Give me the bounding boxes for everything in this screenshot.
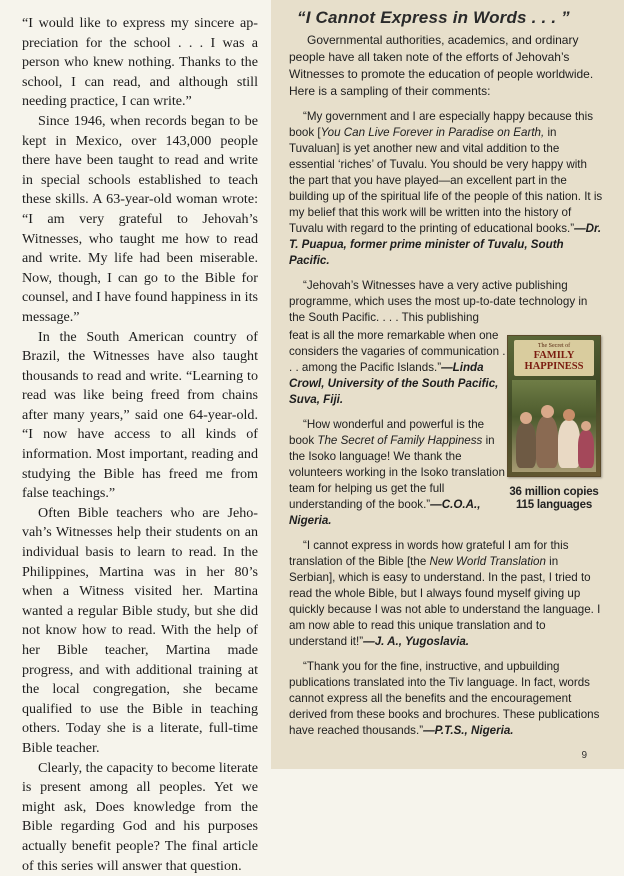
- quote-fiji-continued: [289, 328, 509, 408]
- quote-text: “How wonderful and powerful is the book: [289, 418, 485, 447]
- article-paragraph: In the South American country of Brazil, the Witnesses have also taught thousands to read and write. “Learning to read was like being freed from chains after many years,” said one 64-year-old. “I now have access to all kinds of information. Most important, reading and studying the Bible has freed me from false teachings.”: [22, 328, 258, 502]
- family-member-head: [520, 412, 532, 424]
- quote-citation: —C.O.A., Nigeria.: [289, 498, 481, 527]
- quote-yugoslavia: [289, 538, 603, 650]
- article-paragraph: “I would like to express my sincere appreciation for the school . . . I was a person who knew nothing. Thanks to the school, I can read, and although still needing practice, I can write.”: [22, 15, 258, 110]
- book-caption: [507, 486, 601, 512]
- article-column: [22, 14, 258, 876]
- sidebar-title: “I Cannot Express in Words . . . ”: [297, 8, 570, 27]
- article-paragraph: Clearly, the capacity to become literate is present among all peoples. Yet we might ask, Does knowledge from the Bible regarding God and his purposes actually benefit people? The final article of this series will answer that question.: [22, 759, 258, 874]
- quote-citation: —Dr. T. Puapua, former prime minister of Tuvalu, South Pacific.: [289, 222, 602, 267]
- quote-citation: —Linda Crowl, University of the South Pacific, Suva, Fiji.: [289, 361, 499, 406]
- quote-text: “I cannot express in words how grateful I am for this translation of the Bible [the: [289, 539, 569, 568]
- quote-citation: —J. A., Yugoslavia.: [363, 635, 470, 648]
- family-member-figure: [558, 420, 580, 468]
- book-title-italic: The Secret of Family Happiness: [317, 434, 483, 447]
- quote-text: in the Isoko language! We thank the volunteers working in the Isoko translation team for helping us get the full understanding of the book.”: [289, 434, 505, 511]
- article-paragraph: Since 1946, when records began to be kept in Mexico, over 143,000 people there have been taught to read and write in special schools established to teach these skills. A 63-year-old woman wrote: “I am very grateful to Jehovah’s Witnesses, who taught me how to read and write. My life had been miserable. Now, though, I can go to the Bible for counsel, and I have found happiness in its message.”: [22, 112, 258, 325]
- book-title-line: HAPPINESS: [524, 361, 584, 372]
- quote-citation: —P.T.S., Nigeria.: [423, 724, 514, 737]
- quote-tuvalu: [289, 109, 603, 269]
- copies-count: 36 million copies: [509, 486, 599, 498]
- quote-text: “My government and I are especially happy because this book [: [289, 110, 594, 139]
- book-figure: [507, 335, 601, 512]
- book-subtitle: The Secret of: [537, 343, 571, 349]
- languages-count: 115 languages: [515, 499, 593, 511]
- quotes-sidebar: [271, 0, 624, 769]
- family-member-figure: [516, 422, 536, 468]
- quote-isoko: [289, 417, 509, 529]
- article-paragraph: Often Bible teachers who are Jehovah’s Witnesses help their students on an individual basis to learn to read. In the Philippines, Martina was in her 80’s when a Witness visited her. Martina wanted a regular Bible study, but she did not know how to read. With the help of her Bible teacher, Martina made progress, and with additional training at the local congregation, she became qualified to use the Bible in teaching others. Today she is a literate, full-time Bible teacher.: [22, 504, 258, 756]
- book-title-panel: [514, 340, 594, 376]
- quote-fiji: [289, 278, 603, 326]
- family-member-head: [563, 409, 575, 421]
- book-title-line: FAMILY: [533, 350, 575, 361]
- page-number: 9: [581, 750, 587, 761]
- quote-text: feat is all the more remarkable when one considers the vagaries of communication . . . among the Pacific Islands.”: [289, 329, 506, 374]
- book-cover-image: [507, 335, 601, 477]
- book-title: [514, 350, 594, 372]
- family-member-figure: [578, 430, 594, 468]
- quote-text: “Jehovah’s Witnesses have a very active publishing programme, which uses the most up-to-date technology in the South Pacific. . . . This publishing: [289, 279, 588, 324]
- quote-text: in Serbian], which is easy to understand. In the past, I tried to read the whole Bible, but I always found myself giving up quickly because I was not able to understand the language. I am now able to read this unique translation and to understand it!”: [289, 555, 601, 648]
- book-title-italic: You Can Live Forever in Paradise on Earth,: [320, 126, 545, 139]
- family-member-head: [541, 405, 554, 418]
- quote-text: in Tuvaluan] is yet another new and vital addition to the essential ‘riches’ of Tuvalu. You should be very happy with the part that you have played—an excellent part in the building up of the spiritual life of the people of this nation. It is my belief that this work will be written into the history of Tuvalu with regard to the printing of educational books.”: [289, 126, 603, 235]
- quote-text: “Thank you for the fine, instructive, and upbuilding publications translated into the Tiv language. In fact, words cannot express all the benefits and the encouragement derived from these books and brochures. These publications have reached thousands.”: [289, 660, 600, 737]
- family-member-figure: [536, 416, 558, 468]
- sidebar-intro: Governmental authorities, academics, and ordinary people have all taken note of the efforts of Jehovah’s Witnesses to promote the education of people worldwide. Here is a sampling of their comments:: [289, 33, 594, 98]
- family-photo-illustration: [512, 380, 596, 472]
- book-title-italic: New World Translation: [429, 555, 546, 568]
- family-member-head: [581, 421, 591, 431]
- quote-nigeria: [289, 659, 603, 739]
